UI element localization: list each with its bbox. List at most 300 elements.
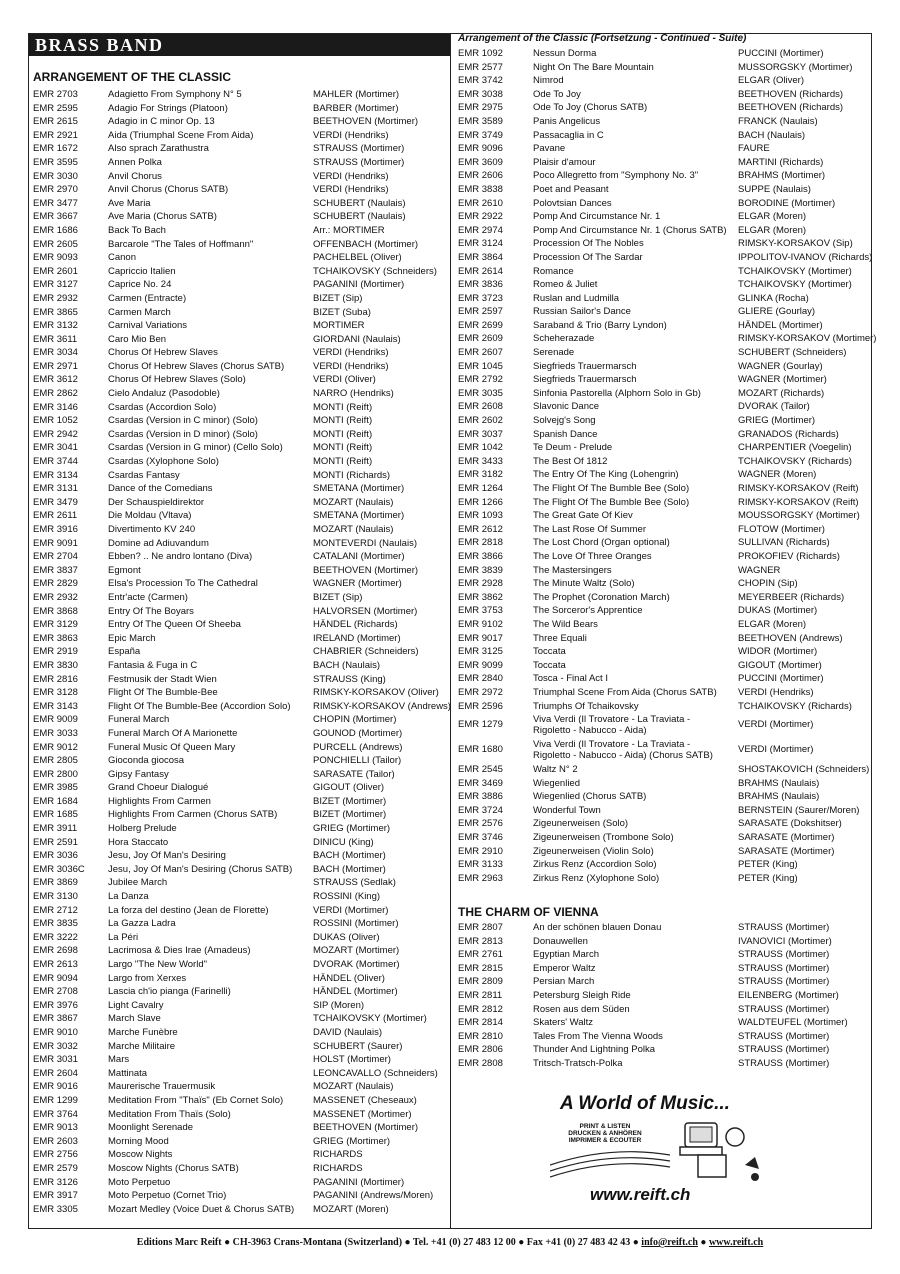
- composer-arranger: BACH (Naulais): [738, 129, 806, 141]
- work-title: Triumphal Scene From Aida (Chorus SATB): [533, 686, 717, 698]
- catalog-row: [33, 306, 448, 320]
- catalog-row: [33, 754, 448, 768]
- composer-arranger: STRAUSS (Mortimer): [738, 1003, 830, 1015]
- composer-arranger: CHOPIN (Mortimer): [313, 714, 397, 726]
- catalog-number: EMR 2545: [458, 764, 503, 776]
- composer-arranger: PURCELL (Andrews): [313, 741, 403, 753]
- composer-arranger: SHOSTAKOVICH (Schneiders): [738, 764, 870, 776]
- catalog-row: [33, 822, 448, 836]
- composer-arranger: WALDTEUFEL (Mortimer): [738, 1017, 848, 1029]
- work-title: Pomp And Circumstance Nr. 1 (Chorus SATB): [533, 224, 727, 236]
- catalog-row: [458, 777, 870, 791]
- composer-arranger: STRAUSS (Mortimer): [738, 962, 830, 974]
- composer-arranger: BEETHOVEN (Richards): [738, 88, 844, 100]
- composer-arranger: MOZART (Naulais): [313, 524, 394, 535]
- catalog-number: EMR 9102: [458, 618, 503, 630]
- work-title: Elsa's Procession To The Cathedral: [108, 578, 258, 590]
- work-title: Moscow Nights: [108, 1149, 173, 1161]
- catalog-number: EMR 3866: [458, 550, 503, 562]
- catalog-number: EMR 1052: [33, 415, 78, 427]
- composer-arranger: MOUSSORGSKY (Mortimer): [738, 510, 860, 522]
- composer-arranger: NARRO (Hendriks): [313, 388, 394, 400]
- composer-arranger: HALVORSEN (Mortimer): [313, 605, 418, 617]
- catalog-number: EMR 1279: [458, 719, 503, 731]
- catalog-row: [458, 645, 870, 659]
- composer-arranger: PUCCINI (Mortimer): [738, 48, 824, 59]
- catalog-number: EMR 1042: [458, 442, 503, 454]
- catalog-row: [33, 1080, 448, 1094]
- catalog-number: EMR 2974: [458, 224, 503, 236]
- catalog-number: EMR 3667: [33, 211, 78, 223]
- work-title: Procession Of The Nobles: [533, 238, 644, 250]
- work-title: Donauwellen: [533, 935, 588, 947]
- composer-arranger: GRIEG (Mortimer): [313, 823, 391, 835]
- catalog-row: [458, 536, 870, 550]
- catalog-number: EMR 3886: [458, 791, 503, 803]
- composer-arranger: VERDI (Oliver): [313, 374, 376, 386]
- world-of-music-logo: [540, 1093, 780, 1208]
- work-title: Serenade: [533, 347, 575, 359]
- composer-arranger: BIZET (Sip): [313, 591, 363, 603]
- catalog-number: EMR 3837: [33, 564, 78, 576]
- catalog-row: [458, 482, 870, 496]
- catalog-row: [458, 387, 870, 401]
- catalog-number: EMR 3746: [458, 832, 503, 844]
- catalog-number: EMR 1686: [33, 224, 78, 236]
- footer-publisher: Editions Marc Reift ● CH-3963 Crans-Montana (Switzerland) ● Tel. +41 (0) 27 483 12 00 ● Fax +41 (0) 27 483 42 43 ●: [136, 1237, 642, 1248]
- catalog-row: [458, 659, 870, 673]
- catalog-row: [458, 414, 870, 428]
- catalog-number: EMR 2605: [33, 238, 78, 250]
- work-title: Funeral March: [108, 714, 170, 726]
- composer-arranger: PUCCINI (Mortimer): [738, 673, 824, 685]
- composer-arranger: DVORAK (Mortimer): [313, 959, 400, 970]
- catalog-number: EMR 2614: [458, 265, 503, 277]
- catalog-number: EMR 2972: [458, 686, 503, 698]
- work-title: The Last Rose Of Summer: [533, 523, 646, 535]
- work-title: Ave Maria: [108, 197, 151, 209]
- composer-arranger: SCHUBERT (Naulais): [313, 211, 406, 223]
- work-title: Hora Staccato: [108, 836, 169, 848]
- catalog-row: [458, 360, 870, 374]
- catalog-number: EMR 3595: [33, 156, 78, 168]
- vienna-heading: THE CHARM OF VIENNA: [458, 905, 599, 919]
- catalog-row: [33, 360, 448, 374]
- catalog-row: [33, 917, 448, 931]
- composer-arranger: DUKAS (Mortimer): [738, 605, 818, 617]
- catalog-number: EMR 2975: [458, 102, 503, 114]
- work-title: Romeo & Juliet: [533, 279, 598, 291]
- catalog-number: EMR 3479: [33, 496, 78, 508]
- work-title: Poet and Peasant: [533, 183, 609, 195]
- work-title: Entry Of The Boyars: [108, 605, 194, 617]
- work-title: Adagio For Strings (Platoon): [108, 102, 228, 114]
- work-title: La Gazza Ladra: [108, 918, 176, 930]
- composer-arranger: GRANADOS (Richards): [738, 428, 839, 440]
- catalog-row: [33, 373, 448, 387]
- catalog-number: EMR 2818: [458, 537, 503, 549]
- catalog-number: EMR 1299: [33, 1094, 78, 1106]
- composer-arranger: PONCHIELLI (Tailor): [313, 755, 402, 767]
- work-title: Russian Sailor's Dance: [533, 306, 631, 318]
- composer-arranger: DUKAS (Oliver): [313, 931, 380, 943]
- composer-arranger: STRAUSS (Mortimer): [313, 143, 405, 155]
- catalog-number: EMR 2910: [458, 845, 503, 857]
- composer-arranger: WIDOR (Mortimer): [738, 646, 818, 658]
- catalog-row: [33, 1094, 448, 1108]
- catalog-number: EMR 2609: [458, 333, 503, 345]
- catalog-number: EMR 3753: [458, 605, 503, 617]
- catalog-number: EMR 2805: [33, 755, 78, 767]
- catalog-number: EMR 3869: [33, 877, 78, 889]
- work-title: Lascia ch'io pianga (Farinelli): [108, 986, 231, 998]
- work-title: Te Deum - Prelude: [533, 442, 613, 454]
- work-title: Epic March: [108, 632, 156, 644]
- composer-arranger: VERDI (Mortimer): [313, 904, 389, 916]
- composer-arranger: CHOPIN (Sip): [738, 578, 798, 590]
- right-catalog-list: [458, 47, 877, 885]
- work-title: Persian March: [533, 976, 595, 988]
- composer-arranger: MARTINI (Richards): [738, 156, 824, 168]
- composer-arranger: WAGNER: [738, 564, 781, 576]
- catalog-row: [33, 414, 448, 428]
- composer-arranger: MONTI (Richards): [313, 469, 391, 481]
- composer-arranger: PAGANINI (Mortimer): [313, 1176, 405, 1188]
- composer-arranger: BRAHMS (Naulais): [738, 777, 820, 789]
- catalog-row: [33, 985, 448, 999]
- composer-arranger: SARASATE (Mortimer): [738, 845, 835, 857]
- catalog-row: [33, 469, 448, 483]
- composer-arranger: STRAUSS (Mortimer): [738, 1030, 830, 1042]
- work-title: Die Moldau (Vltava): [108, 510, 192, 522]
- work-title: Adagietto From Symphony N° 5: [108, 89, 242, 100]
- composer-arranger: SMETANA (Mortimer): [313, 510, 405, 522]
- composer-arranger: VERDI (Mortimer): [738, 744, 814, 756]
- catalog-row: [458, 332, 877, 346]
- work-title: Adagio in C minor Op. 13: [108, 116, 215, 128]
- composer-arranger: STRAUSS (Sedlak): [313, 877, 396, 889]
- composer-arranger: DINICU (King): [313, 836, 374, 848]
- catalog-row: [33, 1053, 448, 1067]
- work-title: Toccata: [533, 646, 566, 658]
- catalog-number: EMR 2808: [458, 1057, 503, 1069]
- catalog-number: EMR 3041: [33, 442, 78, 454]
- catalog-number: EMR 2919: [33, 646, 78, 658]
- composer-arranger: SCHUBERT (Saurer): [313, 1040, 403, 1052]
- composer-arranger: RIMSKY-KORSAKOV (Mortimer): [738, 333, 877, 345]
- composer-arranger: BERNSTEIN (Saurer/Moren): [738, 804, 860, 816]
- composer-arranger: GIGOUT (Mortimer): [738, 659, 822, 671]
- work-title: Rosen aus dem Süden: [533, 1003, 630, 1015]
- catalog-number: EMR 2704: [33, 551, 78, 563]
- composer-arranger: HÄNDEL (Oliver): [313, 972, 385, 984]
- catalog-number: EMR 1672: [33, 143, 78, 155]
- catalog-row: [33, 632, 448, 646]
- work-title: Morning Mood: [108, 1135, 169, 1147]
- work-title: Slavonic Dance: [533, 401, 600, 413]
- catalog-row: [33, 102, 448, 116]
- work-title: Csardas (Xylophone Solo): [108, 456, 219, 468]
- work-title: Lacrimosa & Dies Irae (Amadeus): [108, 945, 251, 957]
- catalog-number: EMR 3985: [33, 782, 78, 794]
- composer-arranger: MASSENET (Cheseaux): [313, 1094, 417, 1106]
- work-title: Csardas (Version in D minor) (Solo): [108, 428, 258, 440]
- catalog-number: EMR 2922: [458, 211, 503, 223]
- catalog-number: EMR 9091: [33, 537, 78, 549]
- work-title: Gipsy Fantasy: [108, 768, 169, 780]
- composer-arranger: ELGAR (Moren): [738, 618, 807, 630]
- catalog-row: [458, 632, 870, 646]
- work-title: Poco Allegretto from "Symphony No. 3": [533, 170, 699, 182]
- catalog-row: [33, 88, 448, 102]
- catalog-row: [33, 292, 448, 306]
- composer-arranger: GRIEG (Mortimer): [738, 415, 816, 427]
- work-title: Mozart Medley (Voice Duet & Chorus SATB): [108, 1203, 295, 1215]
- catalog-row: [33, 795, 448, 809]
- work-title: Meditation From Thaïs (Solo): [108, 1108, 231, 1120]
- composer-arranger: STRAUSS (Mortimer): [738, 949, 830, 961]
- work-title: Cielo Andaluz (Pasodoble): [108, 388, 220, 400]
- work-title: Der Schauspieldirektor: [108, 496, 205, 508]
- catalog-number: EMR 3838: [458, 183, 503, 195]
- logo-title: A World of Music...: [560, 1093, 730, 1114]
- catalog-number: EMR 3146: [33, 401, 78, 413]
- catalog-row: [33, 958, 448, 972]
- work-title: Carmen (Entracte): [108, 292, 187, 304]
- work-title: La Péri: [108, 931, 139, 943]
- catalog-number: EMR 3916: [33, 524, 78, 535]
- composer-arranger: BRAHMS (Naulais): [738, 791, 820, 803]
- composer-arranger: VERDI (Hendriks): [313, 170, 389, 182]
- work-title: Wiegenlied (Chorus SATB): [533, 791, 647, 803]
- catalog-row: [33, 700, 451, 714]
- work-title: Three Equali: [533, 632, 587, 644]
- catalog-row: [458, 47, 870, 61]
- catalog-number: EMR 2862: [33, 388, 78, 400]
- catalog-number: EMR 3589: [458, 115, 503, 127]
- work-title: Scheherazade: [533, 333, 595, 345]
- work-title: Canon: [108, 252, 136, 264]
- composer-arranger: BORODINE (Mortimer): [738, 197, 836, 209]
- catalog-row: [458, 237, 870, 251]
- catalog-row: [458, 604, 870, 618]
- composer-arranger: TCHAIKOVSKY (Richards): [738, 700, 852, 712]
- composer-arranger: MAHLER (Mortimer): [313, 89, 400, 100]
- catalog-number: EMR 1685: [33, 809, 78, 821]
- catalog-number: EMR 9099: [458, 659, 503, 671]
- composer-arranger: RIMSKY-KORSAKOV (Andrews): [313, 700, 451, 712]
- work-title: Funeral Music Of Queen Mary: [108, 741, 236, 753]
- catalog-row: [33, 1121, 448, 1135]
- work-title: The Wild Bears: [533, 618, 598, 630]
- catalog-number: EMR 3863: [33, 632, 78, 644]
- catalog-number: EMR 2712: [33, 904, 78, 916]
- catalog-row: [458, 265, 870, 279]
- composer-arranger: IRELAND (Mortimer): [313, 632, 401, 644]
- composer-arranger: BEETHOVEN (Mortimer): [313, 1122, 419, 1134]
- catalog-row: [33, 1012, 448, 1026]
- catalog-row: [458, 496, 870, 510]
- work-title: Chorus Of Hebrew Slaves (Chorus SATB): [108, 360, 285, 372]
- footer-web-link[interactable]: www.reift.ch: [708, 1237, 764, 1248]
- catalog-number: EMR 2699: [458, 319, 503, 331]
- catalog-number: EMR 1092: [458, 48, 503, 59]
- work-title: Ode To Joy: [533, 88, 581, 100]
- work-title: The Prophet (Coronation March): [533, 591, 670, 603]
- catalog-row: [458, 523, 870, 537]
- work-title: Zigeunerweisen (Solo): [533, 818, 629, 830]
- composer-arranger: MONTEVERDI (Naulais): [313, 537, 417, 549]
- composer-arranger: BARBER (Mortimer): [313, 102, 399, 114]
- work-title: Nimrod: [533, 75, 564, 87]
- work-title: Moto Perpetuo (Cornet Trio): [108, 1190, 227, 1202]
- catalog-number: EMR 3865: [33, 306, 78, 318]
- composer-arranger: BEETHOVEN (Andrews): [738, 632, 843, 644]
- catalog-number: EMR 2597: [458, 306, 503, 318]
- catalog-number: EMR 2970: [33, 184, 78, 196]
- work-title: Gioconda giocosa: [108, 755, 185, 767]
- work-title: Zirkus Renz (Xylophone Solo): [533, 872, 660, 884]
- work-title: Sinfonia Pastorella (Alphorn Solo in Gb): [533, 387, 701, 399]
- catalog-number: EMR 3130: [33, 891, 78, 903]
- work-title: Wonderful Town: [533, 804, 601, 816]
- catalog-row: [458, 1043, 870, 1057]
- catalog-number: EMR 2604: [33, 1067, 78, 1079]
- catalog-row: [458, 948, 870, 962]
- catalog-row: [33, 727, 448, 741]
- catalog-row: [458, 1057, 870, 1071]
- catalog-row: [458, 921, 870, 935]
- catalog-number: EMR 2800: [33, 768, 78, 780]
- work-title: Solvejg's Song: [533, 415, 596, 427]
- catalog-number: EMR 3611: [33, 333, 78, 345]
- catalog-number: EMR 2807: [458, 922, 503, 933]
- composer-arranger: HOLST (Mortimer): [313, 1054, 391, 1066]
- catalog-number: EMR 2932: [33, 591, 78, 603]
- composer-arranger: RIMSKY-KORSAKOV (Oliver): [313, 687, 439, 699]
- catalog-number: EMR 2591: [33, 836, 78, 848]
- composer-arranger: GLINKA (Rocha): [738, 292, 809, 304]
- catalog-row: [458, 169, 870, 183]
- composer-arranger: SARASATE (Dokshitser): [738, 818, 842, 830]
- catalog-row: [33, 1176, 448, 1190]
- work-title: Light Cavalry: [108, 999, 164, 1011]
- catalog-row: [458, 790, 870, 804]
- catalog-number: EMR 9016: [33, 1081, 78, 1093]
- catalog-row: [33, 904, 448, 918]
- catalog-row: [458, 700, 870, 714]
- continued-heading: Arrangement of the Classic (Fortsetzung - Continued - Suite): [458, 33, 747, 44]
- composer-arranger: IPPOLITOV-IVANOV (Richards): [738, 251, 873, 263]
- work-title: Siegfrieds Trauermarsch: [533, 360, 637, 372]
- catalog-number: EMR 1045: [458, 360, 503, 372]
- catalog-number: EMR 2810: [458, 1030, 503, 1042]
- catalog-row: [33, 768, 448, 782]
- work-title: Ave Maria (Chorus SATB): [108, 211, 217, 223]
- catalog-row: [33, 605, 448, 619]
- catalog-number: EMR 2615: [33, 116, 78, 128]
- catalog-number: EMR 9012: [33, 741, 78, 753]
- catalog-row: [33, 713, 448, 727]
- composer-arranger: MUSSORGSKY (Mortimer): [738, 61, 853, 73]
- work-title: Also sprach Zarathustra: [108, 143, 209, 155]
- work-title: Procession Of The Sardar: [533, 251, 643, 263]
- composer-arranger: BACH (Mortimer): [313, 863, 386, 875]
- catalog-row: [33, 618, 448, 632]
- catalog-row: [33, 1135, 448, 1149]
- work-title: Ebben? .. Ne andro lontano (Diva): [108, 551, 253, 563]
- work-title: The Sorceror's Apprentice: [533, 605, 643, 617]
- composer-arranger: WAGNER (Mortimer): [738, 374, 827, 386]
- catalog-number: EMR 9017: [458, 632, 503, 644]
- work-title: Toccata: [533, 659, 566, 671]
- work-title: Viva Verdi (Il Trovatore - La Traviata - Rigoletto - Nabucco - Aida) (Chorus SATB): [533, 739, 713, 762]
- composer-arranger: GRIEG (Mortimer): [313, 1135, 391, 1147]
- catalog-row: [33, 836, 448, 850]
- composer-arranger: PROKOFIEV (Richards): [738, 550, 840, 562]
- catalog-number: EMR 3911: [33, 823, 78, 835]
- work-title: Moscow Nights (Chorus SATB): [108, 1162, 239, 1174]
- catalog-row: [458, 292, 870, 306]
- work-title: La forza del destino (Jean de Florette): [108, 904, 269, 916]
- catalog-row: [458, 468, 870, 482]
- work-title: Moonlight Serenade: [108, 1122, 194, 1134]
- work-title: Marche Militaire: [108, 1040, 176, 1052]
- composer-arranger: BACH (Mortimer): [313, 850, 386, 862]
- catalog-number: EMR 2756: [33, 1149, 78, 1161]
- composer-arranger: SULLIVAN (Richards): [738, 537, 830, 549]
- catalog-row: [33, 781, 448, 795]
- work-title: The Best Of 1812: [533, 455, 608, 467]
- composer-arranger: Arr.: MORTIMER: [313, 224, 385, 236]
- catalog-number: EMR 3222: [33, 931, 78, 943]
- composer-arranger: BACH (Naulais): [313, 659, 381, 671]
- footer-email-link[interactable]: info@reift.ch: [641, 1237, 698, 1248]
- work-title: Csardas Fantasy: [108, 469, 180, 481]
- work-title: Back To Bach: [108, 224, 166, 236]
- catalog-number: EMR 2577: [458, 61, 503, 73]
- work-title: Grand Choeur Dialogué: [108, 782, 209, 794]
- catalog-number: EMR 3134: [33, 469, 78, 481]
- catalog-number: EMR 2602: [458, 415, 503, 427]
- work-title: La Danza: [108, 891, 149, 903]
- work-title: Jesu, Joy Of Man's Desiring (Chorus SATB): [108, 863, 293, 875]
- catalog-number: EMR 3038: [458, 88, 503, 100]
- catalog-number: EMR 3131: [33, 483, 78, 495]
- catalog-number: EMR 3477: [33, 197, 78, 209]
- composer-arranger: DAVID (Naulais): [313, 1026, 382, 1038]
- composer-arranger: MONTI (Reift): [313, 415, 373, 427]
- catalog-number: EMR 2595: [33, 102, 78, 114]
- work-title: Caprice No. 24: [108, 279, 172, 291]
- catalog-number: EMR 2806: [458, 1044, 503, 1056]
- catalog-row: [458, 142, 870, 156]
- vienna-catalog-list: [458, 921, 870, 1071]
- work-title: Holberg Prelude: [108, 823, 177, 835]
- catalog-number: EMR 2708: [33, 986, 78, 998]
- composer-arranger: STRAUSS (Mortimer): [738, 922, 830, 933]
- catalog-row: [33, 523, 448, 537]
- catalog-number: EMR 3126: [33, 1176, 78, 1188]
- work-title: Night On The Bare Mountain: [533, 61, 654, 73]
- composer-arranger: RIMSKY-KORSAKOV (Reift): [738, 496, 859, 508]
- work-title: Moto Perpetuo: [108, 1176, 171, 1188]
- catalog-row: [458, 804, 870, 818]
- work-title: Festmusik der Stadt Wien: [108, 673, 217, 685]
- composer-arranger: CHARPENTIER (Voegelin): [738, 442, 852, 454]
- catalog-row: [458, 224, 870, 238]
- catalog-number: EMR 9094: [33, 972, 78, 984]
